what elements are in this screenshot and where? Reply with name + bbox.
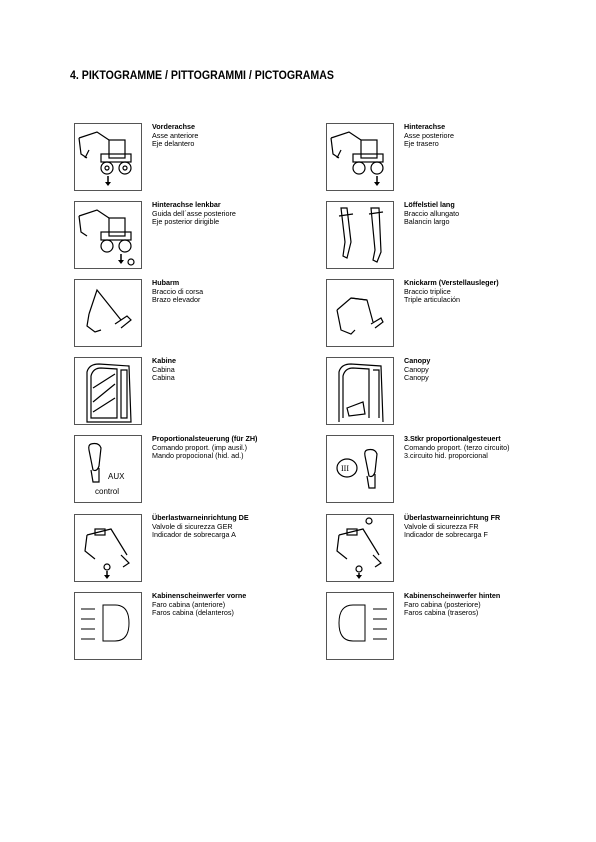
item-heading: 3.Stkr proportionalgesteuert <box>404 434 501 443</box>
item-spanish: Eje posterior dirigible <box>152 217 220 227</box>
item-heading: Überlastwarneinrichtung FR <box>404 513 501 522</box>
item-italian: Braccio allungato <box>404 208 460 218</box>
pictogram-item <box>74 592 314 660</box>
item-heading: Hinterachse lenkbar <box>152 200 221 209</box>
item-spanish: Faros cabina (delanteros) <box>152 608 234 618</box>
joystick-third-circuit-icon <box>326 435 394 503</box>
long-arm-icon <box>326 201 394 269</box>
pictogram-item <box>74 357 314 425</box>
item-italian: Faro cabina (anteriore) <box>152 599 226 609</box>
item-spanish: Indicador de sobrecarga F <box>404 530 488 540</box>
pictogram-item <box>326 201 566 269</box>
excavator-steerable-axle-icon <box>74 201 142 269</box>
overload-warning-fr-icon <box>326 514 394 582</box>
item-spanish: Faros cabina (traseros) <box>404 608 479 618</box>
item-heading: Kabinenscheinwerfer hinten <box>404 591 501 600</box>
excavator-rear-axle-icon <box>326 123 394 191</box>
item-italian: Comando proport. (imp ausil.) <box>152 442 248 452</box>
item-italian: Braccio di corsa <box>152 286 204 296</box>
canopy-icon <box>326 357 394 425</box>
item-heading: Canopy <box>404 356 431 365</box>
item-heading: Hinterachse <box>404 122 446 131</box>
item-spanish: Cabina <box>152 373 175 383</box>
item-italian: Asse posteriore <box>404 130 454 140</box>
item-spanish: 3.circuito hid. proporcional <box>404 451 488 461</box>
item-italian: Faro cabina (posteriore) <box>404 599 481 609</box>
item-heading: Proportionalsteuerung (für ZH) <box>152 434 258 443</box>
item-spanish: Eje trasero <box>404 139 439 149</box>
pictogram-item <box>326 514 566 582</box>
pictogram-item <box>326 357 566 425</box>
item-italian: Valvole di sicurezza FR <box>404 521 479 531</box>
item-spanish: Indicador de sobrecarga A <box>152 530 236 540</box>
excavator-front-axle-icon <box>74 123 142 191</box>
item-italian: Canopy <box>404 364 429 374</box>
item-italian: Guida dell´asse posteriore <box>152 208 236 218</box>
item-italian: Braccio triplice <box>404 286 451 296</box>
joystick-aux-icon <box>74 435 142 503</box>
roman-three-label: III <box>341 464 349 473</box>
pictogram-item <box>326 592 566 660</box>
item-heading: Überlastwarneinrichtung DE <box>152 513 249 522</box>
control-label: control <box>95 487 120 496</box>
item-spanish: Brazo elevador <box>152 295 201 305</box>
triple-arm-icon <box>326 279 394 347</box>
pictogram-item <box>326 279 566 347</box>
item-heading: Hubarm <box>152 278 180 287</box>
item-heading: Kabinenscheinwerfer vorne <box>152 591 247 600</box>
front-light-icon <box>74 592 142 660</box>
pictogram-item <box>326 123 566 191</box>
pictogram-item <box>74 435 314 503</box>
item-heading: Kabine <box>152 356 176 365</box>
cabin-icon <box>74 357 142 425</box>
pictogram-item <box>74 514 314 582</box>
item-spanish: Canopy <box>404 373 429 383</box>
item-heading: Vorderachse <box>152 122 196 131</box>
item-spanish: Eje delantero <box>152 139 195 149</box>
pictogram-item <box>74 201 314 269</box>
item-italian: Comando proport. (terzo circuito) <box>404 442 510 452</box>
lift-arm-icon <box>74 279 142 347</box>
item-spanish: Balancin largo <box>404 217 450 227</box>
aux-label: AUX <box>108 472 125 481</box>
item-heading: Knickarm (Verstellausleger) <box>404 278 499 287</box>
rear-light-icon <box>326 592 394 660</box>
item-spanish: Mando propocional (hid. ad.) <box>152 451 244 461</box>
item-italian: Valvole di sicurezza GER <box>152 521 233 531</box>
item-italian: Cabina <box>152 364 175 374</box>
item-italian: Asse anteriore <box>152 130 199 140</box>
pictogram-item <box>74 279 314 347</box>
item-spanish: Triple articulación <box>404 295 461 305</box>
pictogram-item <box>74 123 314 191</box>
pictogram-item <box>326 435 566 503</box>
item-heading: Löffelstiel lang <box>404 200 455 209</box>
overload-warning-de-icon <box>74 514 142 582</box>
page-title: 4. PIKTOGRAMME / PITTOGRAMMI / PICTOGRAMAS <box>70 70 334 82</box>
